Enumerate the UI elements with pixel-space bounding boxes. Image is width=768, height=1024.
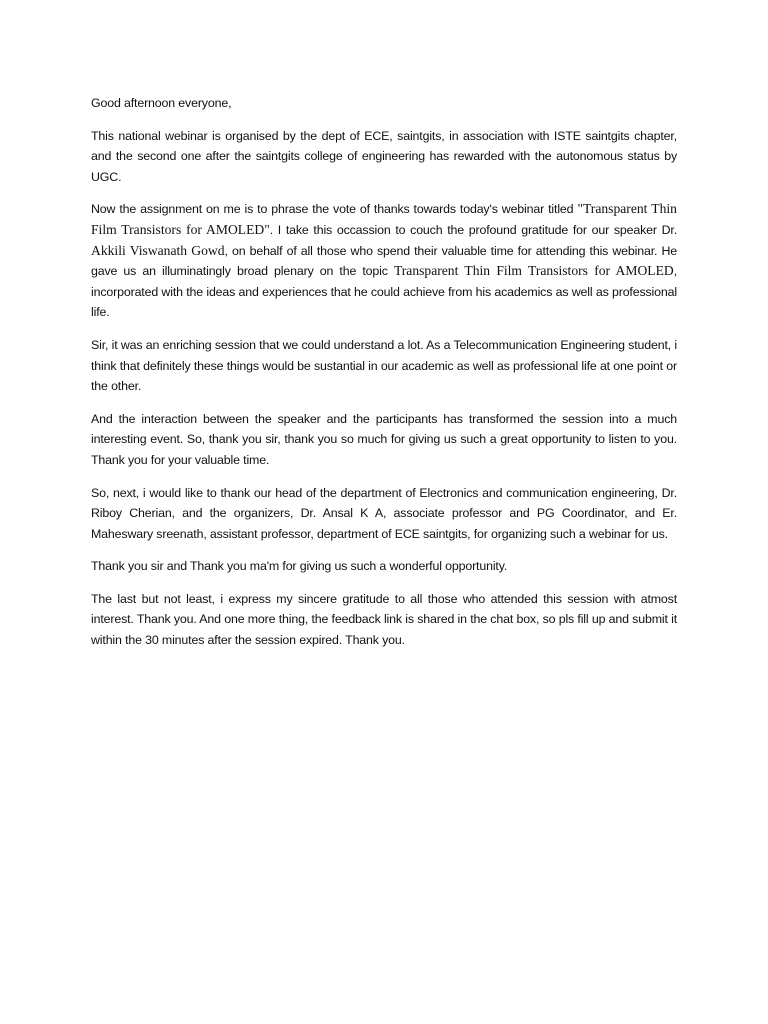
paragraph-interaction: And the interaction between the speaker and the participants has transformed the session into a much interesting event. So, thank you sir, thank you so much for giving us such a great opportunity to listen to you. Thank you for your valuable time. — [91, 411, 677, 467]
paragraph-closing: The last but not least, i express my sincere gratitude to all those who attended this session with atmost interest. Thank you. And one more thing, the feedback link is shared in the chat box, so pls fill up and submit it within the 30 minutes after the session expired. Thank you. — [91, 591, 677, 648]
paragraph-vote-of-thanks — [91, 199, 677, 323]
speaker-name: Akkili Viswanath Gowd — [91, 242, 225, 258]
webinar-title: "Transparent Thin Film Transistors for AMOLED" — [91, 201, 677, 237]
paragraph-thanks: Thank you sir and Thank you ma'm for giving us such a wonderful opportunity. — [91, 559, 508, 574]
webinar-topic: Transparent Thin Film Transistors for AMOLED — [393, 263, 674, 279]
p2-text-a: Now the assignment on me is to phrase the vote of thanks towards today's webinar titled — [91, 202, 578, 217]
paragraph-acknowledgements: So, next, i would like to thank our head of the department of Electronics and communication engineering, Dr. Riboy Cherian, and the organizers, Dr. Ansal K A, associate professor and PG Coordinator, and Er. Maheswary sreenath, assistant professor, department of ECE saintgits, for organizing such a webinar for us. — [91, 485, 677, 541]
greeting: Good afternoon everyone, — [91, 96, 232, 110]
p2-text-c: , on behalf of all those who spend their valuable time for attending this webinar. He gave us an illuminatingly broad plenary on the topic — [91, 243, 677, 279]
paragraph-session-feedback: Sir, it was an enriching session that we could understand a lot. As a Telecommunication Engineering student, i think that definitely these things would be sustantial in our academic as well as professional life at one point or the other. — [91, 337, 677, 394]
p2-text-d: , incorporated with the ideas and experiences that he could achieve from his academics as well as professional life. — [91, 264, 677, 320]
p2-text-b: . I take this occassion to couch the profound gratitude for our speaker Dr. — [269, 222, 677, 237]
paragraph-intro: This national webinar is organised by the dept of ECE, saintgits, in association with ISTE saintgits chapter, and the second one after the saintgits college of engineering has rewarded with the autonomous status by UGC. — [91, 128, 677, 184]
